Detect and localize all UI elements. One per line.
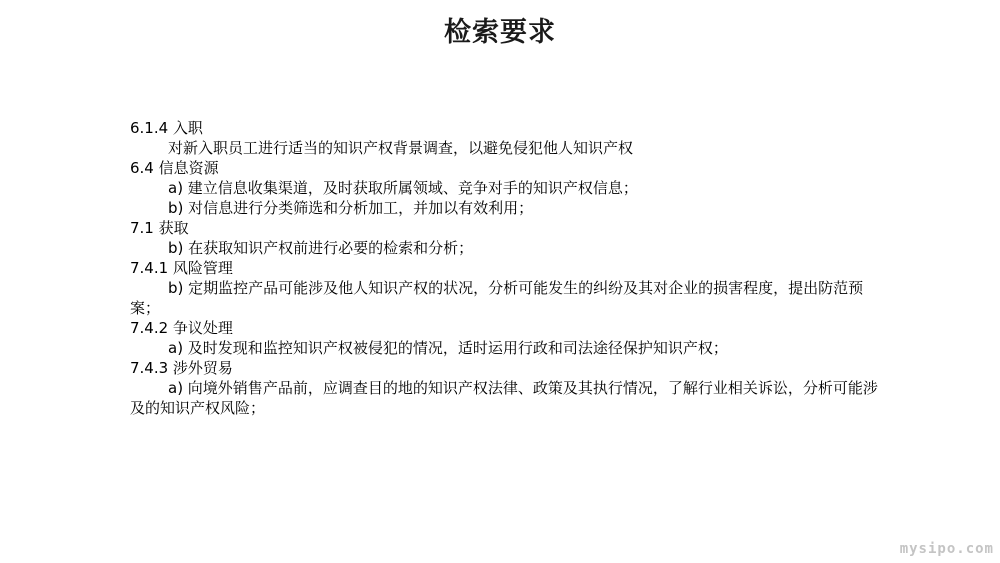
section-heading: 6.1.4 入职 xyxy=(130,119,203,137)
watermark: mysipo.com xyxy=(899,541,994,557)
section-heading: 7.1 获取 xyxy=(130,219,189,237)
section-heading: 6.4 信息资源 xyxy=(130,159,219,177)
section-item: b) 对信息进行分类筛选和分析加工，并加以有效利用； xyxy=(168,199,534,217)
section-item: b) 定期监控产品可能涉及他人知识产权的状况，分析可能发生的纠纷及其对企业的损害程度，提出防范预案； xyxy=(130,279,864,317)
section-heading: 7.4.3 涉外贸易 xyxy=(130,359,233,377)
requirements-list xyxy=(130,118,890,418)
section-heading: 7.4.1 风险管理 xyxy=(130,259,233,277)
section-item: b) 在获取知识产权前进行必要的检索和分析； xyxy=(168,239,474,257)
section-item: a) 向境外销售产品前，应调查目的地的知识产权法律、政策及其执行情况，了解行业相关诉讼，分析可能涉及的知识产权风险； xyxy=(130,379,878,417)
section-item: a) 及时发现和监控知识产权被侵犯的情况，适时运用行政和司法途径保护知识产权； xyxy=(168,339,728,357)
section-heading: 7.4.2 争议处理 xyxy=(130,319,233,337)
slide-title: 检索要求 xyxy=(444,17,556,48)
section-item: 对新入职员工进行适当的知识产权背景调查，以避免侵犯他人知识产权 xyxy=(168,139,634,157)
section-item: a) 建立信息收集渠道，及时获取所属领域、竞争对手的知识产权信息； xyxy=(168,179,638,197)
